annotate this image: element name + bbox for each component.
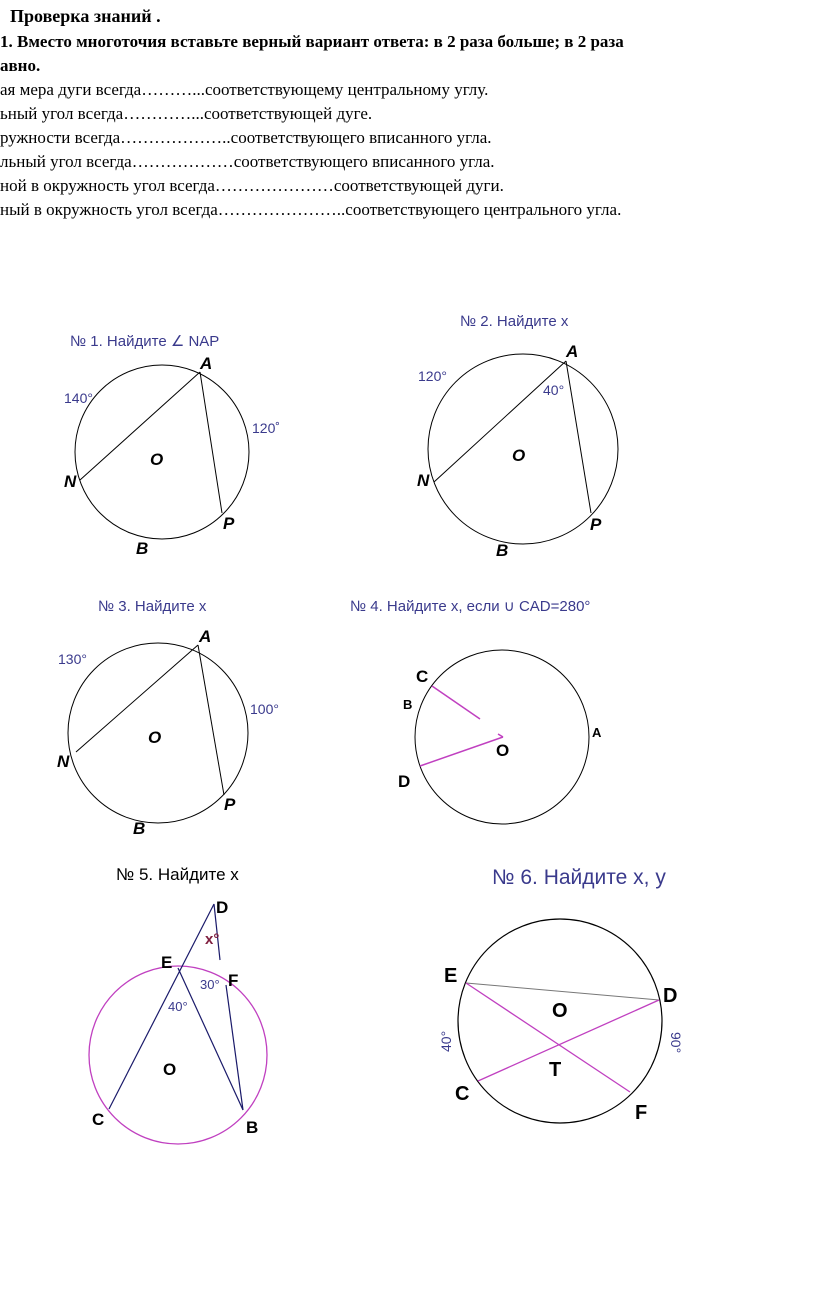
point-C: C — [455, 1083, 470, 1105]
arc-label-right: 120˚ — [252, 420, 281, 436]
chord-ED — [466, 983, 659, 1000]
problem-1 — [64, 333, 280, 558]
point-O: O — [150, 450, 164, 469]
problem-6 — [438, 866, 684, 1124]
problem-2 — [417, 313, 618, 560]
task-instruction-cont: авно. — [0, 56, 41, 75]
chord-AN — [80, 372, 200, 480]
arc-label-left: 120° — [418, 368, 447, 384]
statement-line: ный в окружность угол всегда…………………..соответствующего центрального угла. — [0, 200, 622, 219]
point-F: F — [228, 971, 239, 990]
arc-label-left: 140° — [64, 390, 93, 406]
arc-label-left: 130° — [58, 651, 87, 667]
point-C: C — [92, 1110, 105, 1129]
radius-OD — [420, 737, 503, 766]
arc-point-A: A — [592, 725, 602, 740]
point-N: N — [64, 472, 77, 491]
point-O: O — [496, 741, 510, 760]
chord-AP — [566, 361, 591, 513]
arc-label-right: 100° — [250, 701, 279, 717]
arc-label-left: 40° — [438, 1030, 454, 1052]
point-T: T — [549, 1059, 562, 1081]
point-P: P — [224, 795, 236, 814]
problem-1-title: № 1. Найдите ∠ NAP — [70, 333, 220, 350]
point-P: P — [223, 514, 235, 533]
point-B: B — [136, 539, 149, 558]
page-title: Проверка знаний . — [10, 6, 161, 26]
point-A: A — [199, 627, 212, 646]
line-DC — [109, 904, 214, 1109]
chord-DC — [478, 1000, 659, 1081]
arc-label-right: 90° — [668, 1032, 684, 1054]
radius-OC — [432, 686, 480, 719]
point-O: O — [163, 1060, 177, 1079]
statement-line: ружности всегда………………..соответствующего вписанного угла. — [0, 128, 492, 147]
angle-label: 40° — [543, 382, 565, 398]
point-C: C — [416, 667, 429, 686]
problem-5-title: № 5. Найдите x — [116, 865, 239, 884]
problem-4 — [350, 598, 602, 824]
statement-line: ной в окружность угол всегда…………………соответствующей дуги. — [0, 176, 504, 195]
problem-6-title: № 6. Найдите x, у — [492, 866, 666, 889]
angle-x-label: x° — [205, 931, 220, 948]
angle-40-label: 40° — [168, 999, 188, 1014]
problem-5-circle — [89, 966, 267, 1144]
point-P: P — [590, 515, 602, 534]
point-D: D — [663, 985, 678, 1007]
point-D: D — [216, 898, 229, 917]
point-N: N — [417, 471, 430, 490]
statement-line: ьный угол всегда…………...соответствующей дуге. — [0, 104, 373, 123]
point-O: O — [512, 446, 526, 465]
chord-AN — [76, 645, 198, 752]
statement-line: льный угол всегда………………соответствующего вписанного угла. — [0, 152, 495, 171]
problem-3 — [57, 598, 279, 838]
problem-4-title: № 4. Найдите x, если ∪ CAD=280° — [350, 598, 591, 615]
point-A: A — [200, 354, 213, 373]
point-E: E — [444, 965, 458, 987]
chord-AP — [200, 372, 222, 513]
arc-point-B: B — [403, 697, 413, 712]
point-N: N — [57, 752, 70, 771]
point-B: B — [133, 819, 146, 838]
point-O: O — [552, 1000, 568, 1022]
point-F: F — [635, 1102, 648, 1124]
point-E: E — [161, 953, 173, 972]
problem-2-title: № 2. Найдите x — [460, 313, 569, 330]
point-B: B — [496, 541, 509, 560]
point-B: B — [246, 1118, 259, 1137]
point-O: O — [148, 728, 162, 747]
statement-line: ая мера дуги всегда………...соответствующему центральному углу. — [0, 80, 489, 99]
angle-30-label: 30° — [200, 977, 220, 992]
task-instruction: 1. Вместо многоточия вставьте верный вариант ответа: в 2 раза больше; в 2 раза — [0, 32, 624, 51]
point-A: A — [566, 342, 579, 361]
problem-5 — [89, 865, 267, 1144]
chord-AN — [434, 361, 566, 482]
problem-3-title: № 3. Найдите x — [98, 598, 207, 615]
point-D: D — [398, 772, 411, 791]
